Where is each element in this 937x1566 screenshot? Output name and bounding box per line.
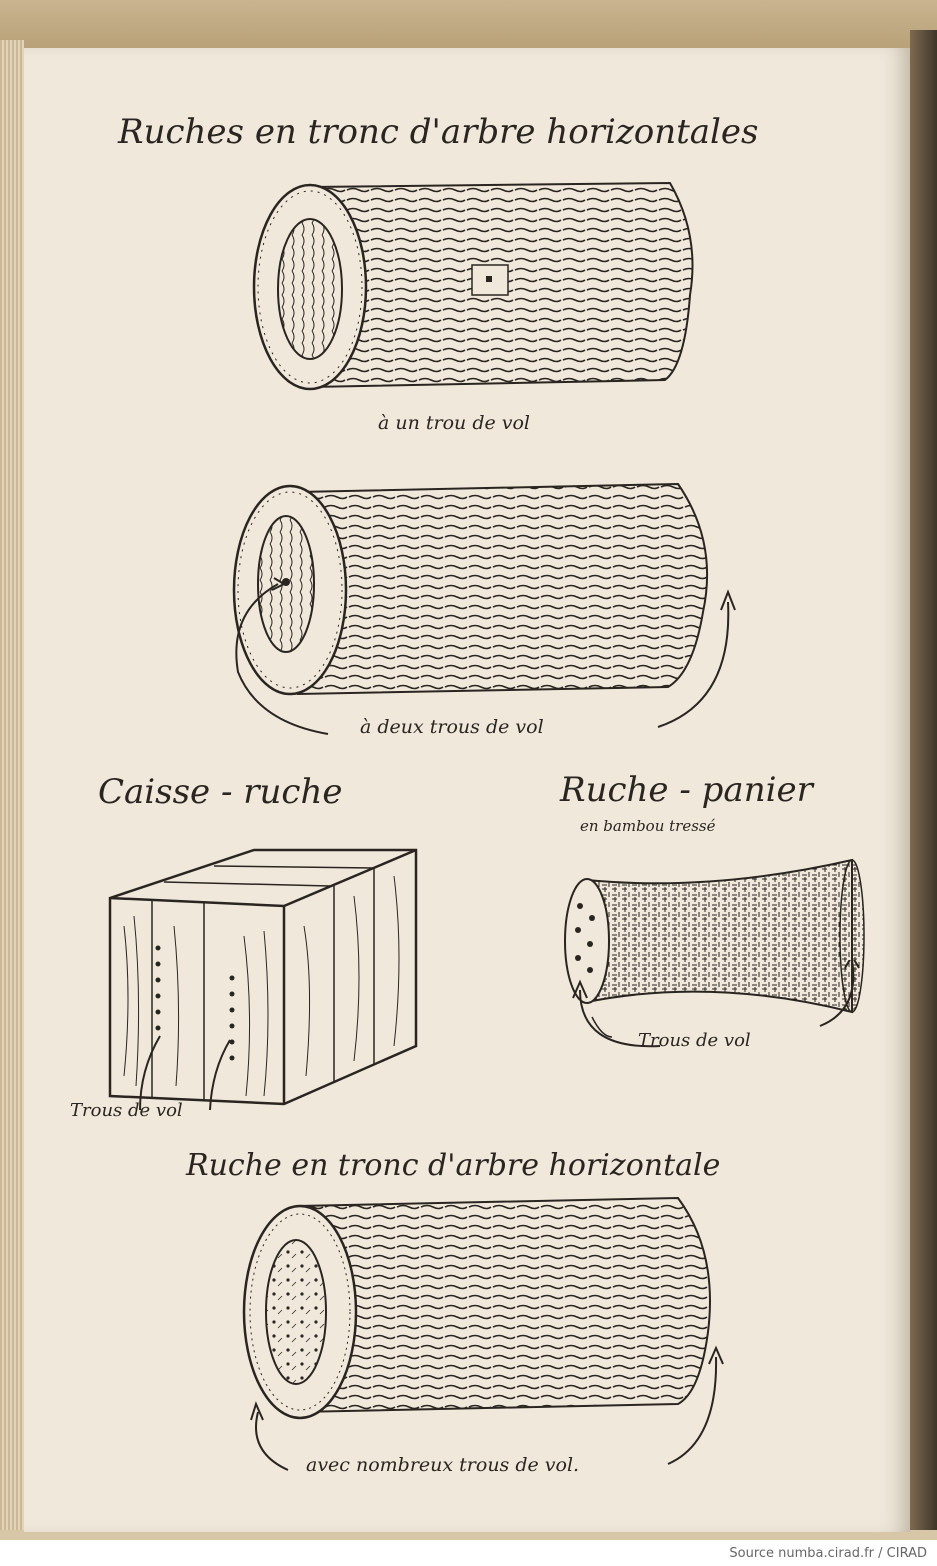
log-many-holes-illustration bbox=[228, 1192, 748, 1482]
basket-hive-arrows bbox=[560, 960, 860, 1070]
caption-basket-hive: Trous de vol bbox=[638, 1030, 751, 1051]
source-footer: Source numba.cirad.fr / CIRAD bbox=[729, 1546, 927, 1561]
title-basket-hive: Ruche - panier bbox=[560, 770, 813, 810]
subtitle-basket-hive: en bambou tressé bbox=[580, 817, 716, 835]
title-box-hive: Caisse - ruche bbox=[98, 772, 343, 812]
log-two-holes-illustration bbox=[228, 472, 748, 742]
book-spine-shadow bbox=[910, 30, 937, 1530]
caption-many-holes: avec nombreux trous de vol. bbox=[306, 1454, 580, 1476]
caption-one-hole: à un trou de vol bbox=[378, 412, 531, 434]
page-stack-edge bbox=[0, 40, 24, 1530]
log-one-hole-illustration bbox=[250, 175, 710, 405]
title-bottom-log: Ruche en tronc d'arbre horizontale bbox=[186, 1148, 721, 1183]
title-horizontal-logs: Ruches en tronc d'arbre horizontales bbox=[118, 112, 759, 152]
caption-box-hive: Trous de vol bbox=[70, 1100, 183, 1121]
caption-two-holes: à deux trous de vol bbox=[360, 716, 544, 738]
